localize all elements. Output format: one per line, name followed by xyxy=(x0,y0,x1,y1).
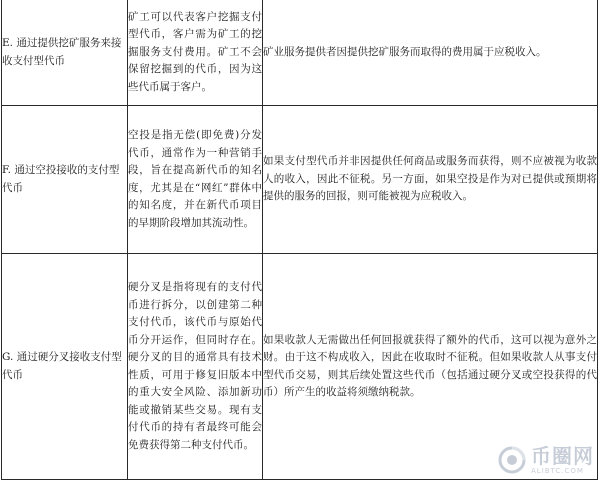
row-description: 矿工可以代表客户挖掘支付型代币，客户需为矿工的挖掘服务支付费用。矿工不会保留挖掘到的代币，因为这些代币属于客户。 xyxy=(128,10,262,93)
table-row-f xyxy=(2,106,598,254)
row-description-cell xyxy=(128,106,263,254)
watermark-text xyxy=(531,445,594,475)
row-tax-treatment-cell xyxy=(263,106,598,254)
row-description-cell xyxy=(128,254,263,480)
table-row-e xyxy=(2,0,598,106)
row-tax-treatment: 如果支付型代币并非因提供任何商品或服务而获得，则不应被视为收款人的收入，因此不征税。另一方面，如果空投是作为对已提供或预期将提供的服务的回报，则可能被视为应税收入。 xyxy=(263,155,597,203)
row-tax-treatment-cell xyxy=(263,0,598,106)
row-description-cell xyxy=(128,0,263,106)
row-label: G. 通过硬分叉接收支付型代币 xyxy=(2,351,122,381)
row-description: 硬分叉是指将现有的支付代币进行拆分，以创建第二种支付代币，该代币与原始代币分开运作，但同时存在。硬分叉的目的通常具有技术性质，可用于修复旧版本中的重大安全风险、添加新功能或撤销某些交易。现有支付代币的持有者最终可能会免费获得第二种支付代币。 xyxy=(128,281,262,451)
row-tax-treatment: 矿业服务提供者因提供挖矿服务而取得的费用属于应税收入。 xyxy=(263,45,547,58)
row-label-cell xyxy=(2,106,128,254)
watermark-url: ALIBTC.COM xyxy=(531,467,584,475)
row-label-cell xyxy=(2,0,128,106)
row-description: 空投是指无偿(即免费)分发代币，通常作为一种营销手段，旨在提高新代币的知名度，尤其是在“网红”群体中的知名度，并在新代币项目的早期阶段增加其流动性。 xyxy=(128,129,262,229)
tax-treatment-table xyxy=(1,0,598,480)
row-tax-treatment: 如果收款人无需做出任何回报就获得了额外的代币，这可以视为意外之财。由于这不构成收入，因此在收取时不征税。但如果收款人从事支付型代币交易，则其后续处置这些代币（包括通过硬分叉或空投获得的代币）所产生的收益将须缴纳税款。 xyxy=(263,333,597,398)
row-label: E. 通过提供挖矿服务来接收支付型代币 xyxy=(2,37,122,67)
row-label-cell xyxy=(2,254,128,480)
row-label: F. 通过空投接收的支付型代币 xyxy=(2,164,120,194)
coin-ring-logo-icon xyxy=(497,445,527,475)
watermark xyxy=(497,445,594,475)
watermark-name: 币圈网 xyxy=(531,444,594,468)
